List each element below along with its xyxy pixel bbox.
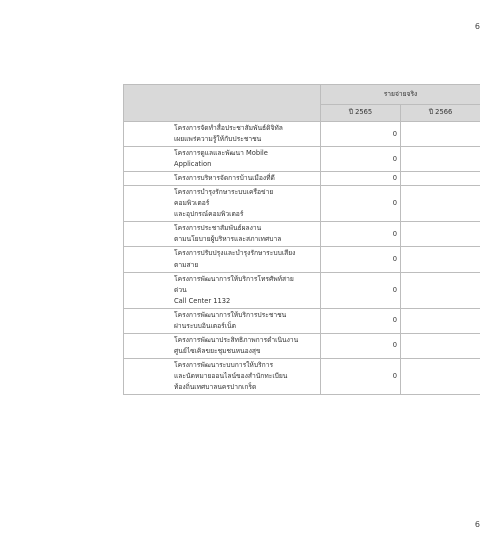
project-name-cell xyxy=(124,147,321,172)
project-name-line: โครงการพัฒนาระบบการให้บริการ xyxy=(174,360,274,369)
project-name-line: โครงการจัดทำสื่อประชาสัมพันธ์ดิจิทัล xyxy=(174,124,283,132)
project-name-cell xyxy=(124,247,321,272)
value-2565-cell: 0 xyxy=(321,272,401,308)
table-row xyxy=(124,122,480,147)
project-name-line: Application xyxy=(174,160,212,169)
project-name-line: ผ่านระบบอินเตอร์เน็ต xyxy=(174,321,236,330)
value-2565-cell: 0 xyxy=(321,333,401,358)
project-name-line: Call Center 1132 xyxy=(174,296,231,305)
value-2565-cell: 0 xyxy=(321,308,401,333)
project-name-line: โครงการดูแลและพัฒนา Mobile xyxy=(174,149,268,158)
value-2565-cell: 0 xyxy=(321,222,401,247)
table-row xyxy=(124,222,480,247)
value-2565-cell: 0 xyxy=(321,358,401,394)
table-row xyxy=(124,247,480,272)
value-2566-cell xyxy=(401,186,480,222)
actual-expense-header: รายจ่ายจริง xyxy=(321,85,480,105)
project-name-line: และนัดหมายออนไลน์ของสำนักทะเบียน xyxy=(174,371,288,380)
page-number-bottom: 6 xyxy=(474,520,480,529)
value-2566-cell xyxy=(401,272,480,308)
value-2566-cell xyxy=(401,358,480,394)
project-name-line: โครงการประชาสัมพันธ์ผลงาน xyxy=(174,224,262,233)
project-name-cell xyxy=(124,186,321,222)
project-name-cell xyxy=(124,272,321,308)
table-row xyxy=(124,186,480,222)
year-2565-header: ปี 2565 xyxy=(321,105,401,122)
value-2566-cell xyxy=(401,247,480,272)
project-name-line: โครงการบริหารจัดการบ้านเมืองที่ดี xyxy=(174,174,275,183)
value-2566-cell xyxy=(401,147,480,172)
project-column-header xyxy=(124,85,321,122)
value-2566-cell xyxy=(401,308,480,333)
project-name-line: โครงการพัฒนาประสิทธิภาพการดำเนินงาน xyxy=(174,335,299,344)
project-name-line: ศูนย์ไซเคิลขยะชุมชนหนองสุข xyxy=(174,346,261,355)
value-2566-cell xyxy=(401,333,480,358)
budget-table xyxy=(123,84,480,395)
project-name-line: โครงการพัฒนาการให้บริการโทรศัพท์สาย xyxy=(174,274,294,283)
year-2566-header: ปี 2566 xyxy=(401,105,480,122)
value-2565-cell: 0 xyxy=(321,247,401,272)
project-name-cell xyxy=(124,172,321,186)
value-2565-cell: 0 xyxy=(321,122,401,147)
project-name-line: โครงการบำรุงรักษาระบบเครือข่าย xyxy=(174,188,274,197)
value-2566-cell xyxy=(401,122,480,147)
project-name-line: เผยแพร่ความรู้ให้กับประชาชน xyxy=(174,135,262,144)
project-name-cell xyxy=(124,333,321,358)
project-name-cell xyxy=(124,358,321,394)
table-row xyxy=(124,147,480,172)
value-2566-cell xyxy=(401,172,480,186)
value-2565-cell: 0 xyxy=(321,147,401,172)
table-row xyxy=(124,333,480,358)
project-name-line: โครงการปรับปรุงและบำรุงรักษาระบบเสียง xyxy=(174,249,296,258)
project-name-cell xyxy=(124,222,321,247)
table-row xyxy=(124,172,480,186)
table-row xyxy=(124,308,480,333)
project-name-line: ตามนโยบายผู้บริหารและสภาเทศบาล xyxy=(174,235,282,244)
value-2565-cell: 0 xyxy=(321,186,401,222)
project-name-line: คอมพิวเตอร์ xyxy=(174,199,210,208)
project-name-line: และอุปกรณ์คอมพิวเตอร์ xyxy=(174,210,244,219)
value-2566-cell xyxy=(401,222,480,247)
table-row xyxy=(124,272,480,308)
project-name-cell xyxy=(124,122,321,147)
value-2565-cell: 0 xyxy=(321,172,401,186)
page-number-top: 6 xyxy=(474,22,480,31)
project-name-cell xyxy=(124,308,321,333)
project-name-line: โครงการพัฒนาการให้บริการประชาชน xyxy=(174,310,287,319)
project-name-line: ด่วน xyxy=(174,285,187,294)
project-name-line: ตามสาย xyxy=(174,260,199,269)
project-name-line: ท้องถิ่นเทศบาลนครปากเกร็ด xyxy=(174,382,257,391)
table-row xyxy=(124,358,480,394)
